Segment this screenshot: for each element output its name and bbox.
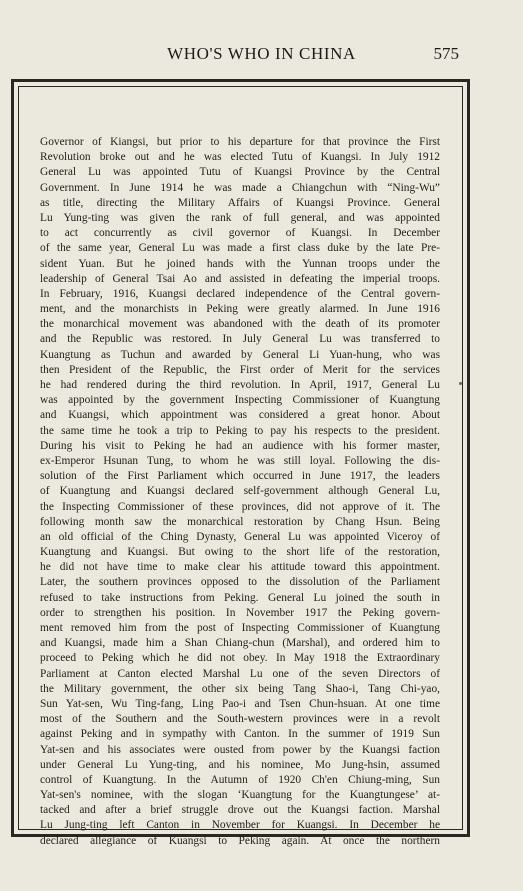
text-line: the monarchical movement was abandoned with the death of its promoter [40, 318, 440, 331]
text-line: the Military government, the other six being Tang Shao-i, Tang Chi-yao, [40, 682, 440, 695]
text-line: ex-Emperor Hsunan Tung, to whom he was still loyal. Following the dis- [40, 454, 440, 467]
text-line: refused to take instructions from Peking. General Lu joined the south in [40, 591, 440, 604]
text-line: Lu Jung-ting left Canton in November for Kuangsi. In December he [40, 819, 440, 832]
text-line: then President of the Republic, the First order of Merit for the services [40, 363, 440, 376]
text-line: Sun Yat-sen, Wu Ting-fang, Ling Pao-i and Tsen Chun-hsuan. At one time [40, 697, 440, 710]
text-line: the Inspecting Commissioner of these provinces, did not approve of it. The [40, 500, 440, 513]
text-line: leadership of General Tsai Ao and assisted in defeating the imperial troops. [40, 272, 440, 285]
body-text [40, 135, 440, 849]
text-line: sident Yuan. But he joined hands with the Yunnan troops under the [40, 257, 440, 270]
text-line: Parliament at Canton elected Marshal Lu one of the seven Directors of [40, 667, 440, 680]
text-line: proceed to Peking which he did not obey. In May 1918 the Extraordinary [40, 652, 440, 665]
text-line: following month saw the monarchical restoration by Chang Hsun. Being [40, 515, 440, 528]
text-line: he did not have time to make clear his attitude toward this appointment. [40, 561, 440, 574]
text-line: General Lu was appointed Tutu of Kuangsi Province by the Central [40, 166, 440, 179]
text-line: Yat-sen and his associates were ousted from power by the Kuangsi faction [40, 743, 440, 756]
running-head [0, 44, 523, 64]
text-line: control of Kuangtung. In the Autumn of 1920 Ch'en Chiung-ming, Sun [40, 773, 440, 786]
text-line: Kuangtung as Tuchun and awarded by General Li Yuan-hung, who was [40, 348, 440, 361]
text-line: declared allegiance of Kuangsi to Peking again. At once the northern [40, 834, 440, 847]
text-line: of Kuangtung and Kuangsi declared self-government although General Lu, [40, 485, 440, 498]
text-line: Yat-sen's nominee, with the slogan ‘Kuangtung for the Kuangtungese’ at- [40, 789, 440, 802]
text-line: and Kuangsi, made him a Shan Chiang-chun (Marshal), and ordered him to [40, 637, 440, 650]
text-line: against Peking and in sympathy with Canton. In the summer of 1919 Sun [40, 728, 440, 741]
text-line: order to strengthen his position. In November 1917 the Peking govern- [40, 606, 440, 619]
text-line: Governor of Kiangsi, but prior to his departure for that province the First [40, 136, 440, 148]
text-line: Lu Yung-ting was given the rank of full general, and was appointed [40, 211, 440, 224]
text-line: Kuangtung and Kuangsi. But owing to the short life of the restoration, [40, 546, 440, 559]
text-line: tacked and after a brief struggle drove out the Kuangsi faction. Marshal [40, 804, 440, 817]
text-line: as title, directing the Military Affairs of Kuangsi Province. General [40, 196, 440, 209]
page-number: 575 [433, 44, 459, 63]
text-line: most of the Southern and the South-western provinces were in a revolt [40, 713, 440, 726]
text-line: under General Lu Yung-ting, and his nominee, Mo Jung-hsin, assumed [40, 758, 440, 771]
text-line: In February, 1916, Kuangsi declared independence of the Central govern- [40, 287, 440, 300]
text-line: an old official of the Ching Dynasty, General Lu was appointed Viceroy of [40, 530, 440, 543]
text-line: solution of the First Parliament which occurred in June 1917, the leaders [40, 470, 440, 483]
text-line: Later, the southern provinces opposed to the dissolution of the Parliament [40, 576, 440, 589]
text-line: to act concurrently as civil governor of Kuangsi. In December [40, 227, 440, 240]
text-line: Government. In June 1914 he was made a Chiangchun with “Ning-Wu” [40, 181, 440, 194]
text-line: of the same year, General Lu was made a first class duke by the late Pre- [40, 242, 440, 255]
paper-speck [459, 382, 462, 385]
text-line: he had rendered during the third revolution. In April, 1917, General Lu [40, 379, 440, 391]
text-line: was appointed by the government Inspecting Commissioner of Kuangtung [40, 394, 440, 407]
text-line: During his visit to Peking he had an audience with his former master, [40, 439, 440, 452]
text-line: Revolution broke out and he was elected Tutu of Kuangsi. In July 1912 [40, 151, 440, 164]
text-line: ment, and the monarchists in Peking were greatly alarmed. In June 1916 [40, 303, 440, 316]
text-line: ment removed him from the post of Inspecting Commissioner of Kuangtung [40, 622, 440, 634]
text-line: the same time he took a trip to Peking to pay his respects to the president. [40, 424, 440, 437]
running-title: WHO'S WHO IN CHINA [167, 44, 356, 63]
text-line: and the Republic was restored. In July General Lu was transferred to [40, 333, 440, 346]
text-line: and Kuangsi, which appointment was considered a great honor. About [40, 409, 440, 422]
